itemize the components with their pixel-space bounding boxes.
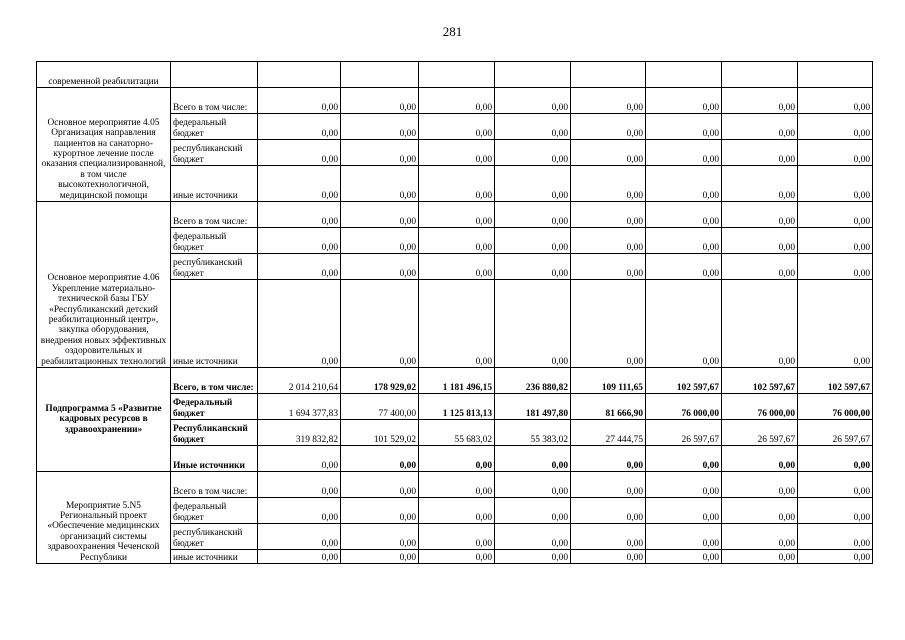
value-cell: 0,00 [571, 202, 646, 228]
value-cell: 0,00 [419, 446, 495, 472]
value-cell: 0,00 [646, 202, 722, 228]
source-label: Всего в том числе: [171, 472, 258, 498]
value-cell: 0,00 [419, 524, 495, 550]
value-cell: 0,00 [571, 254, 646, 280]
value-cell: 0,00 [341, 280, 419, 368]
value-cell: 0,00 [571, 228, 646, 254]
table-cell [798, 62, 873, 88]
value-cell: 0,00 [722, 550, 798, 564]
value-cell: 0,00 [495, 166, 571, 202]
value-cell: 27 444,75 [571, 420, 646, 446]
value-cell: 2 014 210,64 [258, 368, 341, 394]
value-cell: 81 666,90 [571, 394, 646, 420]
value-cell: 0,00 [646, 114, 722, 140]
value-cell: 0,00 [646, 550, 722, 564]
value-cell: 1 125 813,13 [419, 394, 495, 420]
value-cell: 0,00 [341, 88, 419, 114]
value-cell: 0,00 [495, 280, 571, 368]
value-cell: 181 497,80 [495, 394, 571, 420]
table-cell [722, 62, 798, 88]
value-cell: 0,00 [258, 446, 341, 472]
value-cell: 101 529,02 [341, 420, 419, 446]
value-cell: 0,00 [646, 88, 722, 114]
value-cell: 0,00 [341, 202, 419, 228]
source-label: иные источники [171, 166, 258, 202]
value-cell: 0,00 [722, 114, 798, 140]
value-cell: 0,00 [798, 498, 873, 524]
source-label: федеральный бюджет [171, 498, 258, 524]
value-cell: 0,00 [722, 280, 798, 368]
value-cell: 0,00 [495, 114, 571, 140]
value-cell: 0,00 [571, 524, 646, 550]
source-label: республиканский бюджет [171, 254, 258, 280]
value-cell: 0,00 [798, 254, 873, 280]
value-cell: 0,00 [646, 446, 722, 472]
value-cell: 0,00 [798, 550, 873, 564]
table-cell [646, 62, 722, 88]
source-label: Иные источники [171, 446, 258, 472]
value-cell: 109 111,65 [571, 368, 646, 394]
budget-table [36, 61, 873, 564]
value-cell: 77 400,00 [341, 394, 419, 420]
measure-name: современной реабилитации [37, 62, 171, 88]
value-cell: 102 597,67 [722, 368, 798, 394]
table-cell [495, 62, 571, 88]
value-cell: 0,00 [419, 550, 495, 564]
value-cell: 178 929,02 [341, 368, 419, 394]
table-row [37, 202, 873, 228]
value-cell: 102 597,67 [646, 368, 722, 394]
source-label: федеральный бюджет [171, 114, 258, 140]
table-cell [341, 62, 419, 88]
value-cell: 0,00 [798, 88, 873, 114]
value-cell: 0,00 [798, 202, 873, 228]
value-cell: 0,00 [419, 254, 495, 280]
value-cell: 0,00 [419, 498, 495, 524]
value-cell: 26 597,67 [646, 420, 722, 446]
value-cell: 0,00 [571, 472, 646, 498]
value-cell: 0,00 [419, 88, 495, 114]
table-cell [258, 62, 341, 88]
value-cell: 0,00 [341, 228, 419, 254]
value-cell: 0,00 [419, 166, 495, 202]
value-cell: 0,00 [419, 228, 495, 254]
value-cell: 1 181 496,15 [419, 368, 495, 394]
source-label: иные источники [171, 280, 258, 368]
value-cell: 0,00 [646, 166, 722, 202]
value-cell: 319 832,82 [258, 420, 341, 446]
value-cell: 0,00 [798, 114, 873, 140]
value-cell: 0,00 [798, 140, 873, 166]
value-cell: 0,00 [722, 228, 798, 254]
measure-name: Основное мероприятие 4.05 Организация направления пациентов на санаторно-курортное лечение после оказания специализированной, в том числе высокотехнологичной, медицинской помощи [37, 88, 171, 202]
source-label: Республиканский бюджет [171, 420, 258, 446]
page-number: 281 [442, 24, 463, 39]
value-cell: 236 880,82 [495, 368, 571, 394]
value-cell: 0,00 [258, 114, 341, 140]
value-cell: 0,00 [722, 472, 798, 498]
value-cell: 0,00 [495, 140, 571, 166]
value-cell: 0,00 [646, 498, 722, 524]
value-cell: 0,00 [258, 140, 341, 166]
value-cell: 26 597,67 [798, 420, 873, 446]
value-cell: 0,00 [495, 446, 571, 472]
value-cell: 0,00 [495, 228, 571, 254]
value-cell: 0,00 [495, 498, 571, 524]
value-cell: 0,00 [722, 202, 798, 228]
source-label: Всего в том числе: [171, 88, 258, 114]
value-cell: 0,00 [258, 254, 341, 280]
value-cell: 55 383,02 [495, 420, 571, 446]
value-cell: 0,00 [571, 166, 646, 202]
value-cell: 0,00 [722, 88, 798, 114]
value-cell: 0,00 [341, 524, 419, 550]
value-cell: 76 000,00 [646, 394, 722, 420]
value-cell: 0,00 [571, 114, 646, 140]
value-cell: 0,00 [258, 88, 341, 114]
value-cell: 76 000,00 [722, 394, 798, 420]
value-cell: 0,00 [341, 472, 419, 498]
value-cell: 0,00 [258, 524, 341, 550]
value-cell: 0,00 [495, 88, 571, 114]
source-label: иные источники [171, 550, 258, 564]
value-cell: 0,00 [722, 498, 798, 524]
value-cell: 0,00 [722, 254, 798, 280]
subprogram-name: Подпрограмма 5 «Развитие кадровых ресурсов в здравоохранении» [37, 368, 171, 472]
source-label: федеральный бюджет [171, 228, 258, 254]
value-cell: 0,00 [798, 524, 873, 550]
value-cell: 0,00 [258, 498, 341, 524]
value-cell: 0,00 [571, 498, 646, 524]
value-cell: 1 694 377,83 [258, 394, 341, 420]
measure-name: Мероприятие 5.N5 Региональный проект «Обеспечение медицинских организаций системы здравоохранения Чеченской Республики [37, 472, 171, 564]
value-cell: 0,00 [341, 446, 419, 472]
value-cell: 0,00 [419, 114, 495, 140]
value-cell: 0,00 [646, 280, 722, 368]
table-row [37, 472, 873, 498]
value-cell: 0,00 [419, 202, 495, 228]
value-cell: 76 000,00 [798, 394, 873, 420]
value-cell: 0,00 [722, 446, 798, 472]
table-row [37, 368, 873, 394]
value-cell: 0,00 [341, 114, 419, 140]
value-cell: 0,00 [571, 88, 646, 114]
value-cell: 0,00 [419, 280, 495, 368]
value-cell: 0,00 [258, 472, 341, 498]
value-cell: 0,00 [495, 472, 571, 498]
value-cell: 0,00 [646, 228, 722, 254]
value-cell: 0,00 [341, 166, 419, 202]
value-cell: 0,00 [646, 140, 722, 166]
continuation-row [37, 62, 873, 88]
value-cell: 0,00 [341, 254, 419, 280]
value-cell: 0,00 [571, 140, 646, 166]
value-cell: 0,00 [646, 524, 722, 550]
value-cell: 55 683,02 [419, 420, 495, 446]
value-cell: 0,00 [722, 140, 798, 166]
table-cell [419, 62, 495, 88]
value-cell: 0,00 [571, 446, 646, 472]
source-label: Федеральный бюджет [171, 394, 258, 420]
value-cell: 0,00 [341, 140, 419, 166]
value-cell: 0,00 [571, 280, 646, 368]
measure-name: Основное мероприятие 4.06 Укрепление материально-технической базы ГБУ «Республиканский детский реабилитационный центр», закупка оборудования, внедрения новых эффективных оздоровительных и реабилитационных технологий [37, 202, 171, 368]
table-cell [171, 62, 258, 88]
value-cell: 0,00 [722, 524, 798, 550]
value-cell: 0,00 [646, 254, 722, 280]
value-cell: 0,00 [341, 550, 419, 564]
value-cell: 0,00 [646, 472, 722, 498]
source-label: республиканский бюджет [171, 524, 258, 550]
value-cell: 0,00 [798, 280, 873, 368]
value-cell: 0,00 [571, 550, 646, 564]
value-cell: 0,00 [495, 254, 571, 280]
value-cell: 0,00 [258, 550, 341, 564]
value-cell: 0,00 [798, 228, 873, 254]
source-label: республиканский бюджет [171, 140, 258, 166]
value-cell: 0,00 [495, 550, 571, 564]
table-row [37, 88, 873, 114]
value-cell: 0,00 [258, 228, 341, 254]
value-cell: 102 597,67 [798, 368, 873, 394]
value-cell: 0,00 [258, 202, 341, 228]
source-label: Всего в том числе: [171, 202, 258, 228]
source-label: Всего, в том числе: [171, 368, 258, 394]
value-cell: 0,00 [798, 472, 873, 498]
value-cell: 0,00 [798, 166, 873, 202]
value-cell: 0,00 [722, 166, 798, 202]
value-cell: 0,00 [258, 280, 341, 368]
value-cell: 26 597,67 [722, 420, 798, 446]
value-cell: 0,00 [419, 472, 495, 498]
value-cell: 0,00 [419, 140, 495, 166]
value-cell: 0,00 [258, 166, 341, 202]
table-cell [571, 62, 646, 88]
value-cell: 0,00 [495, 202, 571, 228]
value-cell: 0,00 [798, 446, 873, 472]
value-cell: 0,00 [341, 498, 419, 524]
value-cell: 0,00 [495, 524, 571, 550]
